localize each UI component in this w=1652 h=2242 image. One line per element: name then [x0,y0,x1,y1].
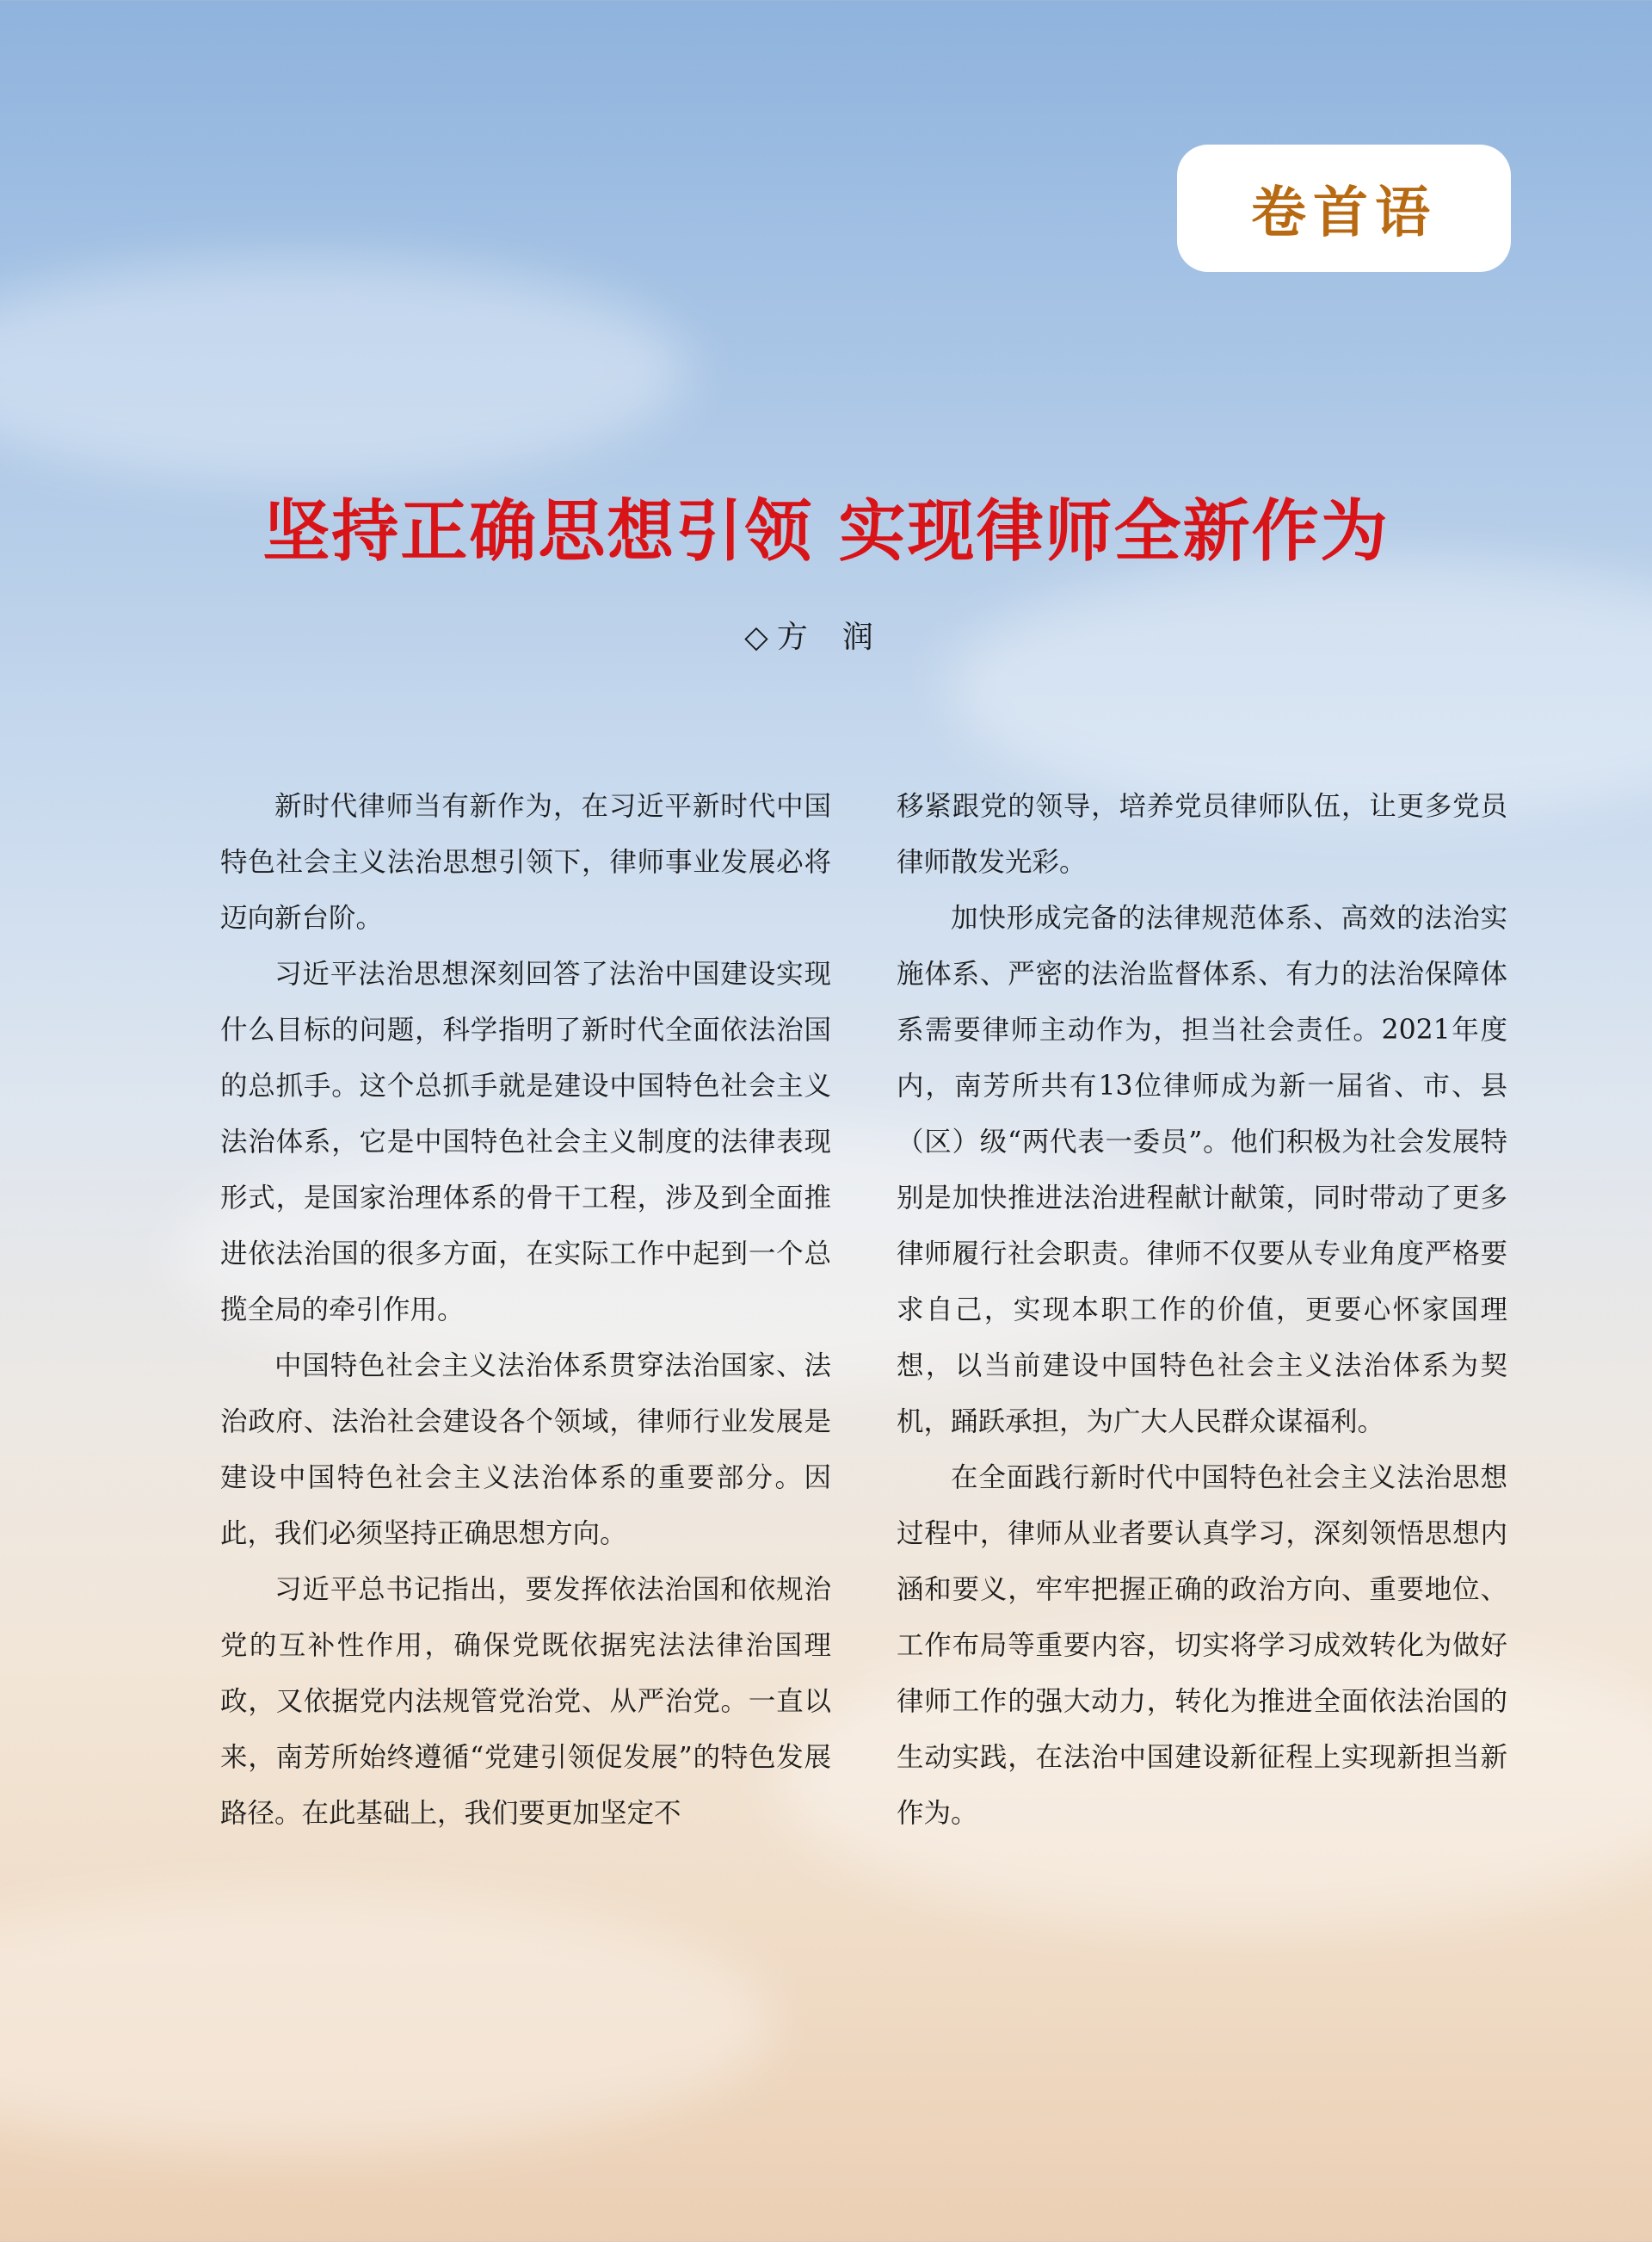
sky-cloud [0,1893,774,2152]
sky-cloud [0,258,688,482]
author-name: 方润 [776,620,908,655]
paragraph: 习近平总书记指出，要发挥依法治国和依规治党的互补性作用，确保党既依据宪法法律治国理政，又依据党内法规管党治党、从严治党。一直以来，南芳所始终遵循“党建引领促发展”的特色发展路径。在此基础上，我们要更加坚定不 [220,1574,831,1829]
paragraph: 加快形成完备的法律规范体系、高效的法治实施体系、严密的法治监督体系、有力的法治保障体系需要律师主动作为，担当社会责任。2021年度内，南芳所共有13位律师成为新一届省、市、县（区）级“两代表一委员”。他们积极为社会发展特别是加快推进法治进程献计献策，同时带动了更多律师履行社会职责。律师不仅要从专业角度严格要求自己，实现本职工作的价值，更要心怀家国理想，以当前建设中国特色社会主义法治体系为契机，踊跃承担，为广大人民群众谋福利。 [897,903,1507,1437]
section-label: 卷首语 [1251,182,1437,245]
left-column [220,779,831,1842]
paragraph: 习近平法治思想深刻回答了法治中国建设实现什么目标的问题，科学指明了新时代全面依法治国的总抓手。这个总抓手就是建设中国特色社会主义法治体系，它是中国特色社会主义制度的法律表现形式，是国家治理体系的骨干工程，涉及到全面推进依法治国的很多方面，在实际工作中起到一个总揽全局的牵引作用。 [220,959,831,1325]
paragraph-continuation: 移紧跟党的领导，培养党员律师队伍，让更多党员律师散发光彩。 [897,791,1507,878]
paragraph: 中国特色社会主义法治体系贯穿法治国家、法治政府、法治社会建设各个领域，律师行业发展是建设中国特色社会主义法治体系的重要部分。因此，我们必须坚持正确思想方向。 [220,1350,831,1549]
paragraph: 新时代律师当有新作为，在习近平新时代中国特色社会主义法治思想引领下，律师事业发展必将迈向新台阶。 [220,791,831,934]
article-byline [0,613,1652,657]
diamond-icon: ◇ [744,620,768,655]
paragraph: 在全面践行新时代中国特色社会主义法治思想过程中，律师从业者要认真学习，深刻领悟思想内涵和要义，牢牢把握正确的政治方向、重要地位、工作布局等重要内容，切实将学习成效转化为做好律师工作的强大动力，转化为推进全面依法治国的生动实践，在法治中国建设新征程上实现新担当新作为。 [897,1462,1507,1829]
right-column [897,779,1507,1842]
section-badge [1177,145,1511,272]
article-title: 坚持正确思想引领 实现律师全新作为 [262,492,1390,571]
